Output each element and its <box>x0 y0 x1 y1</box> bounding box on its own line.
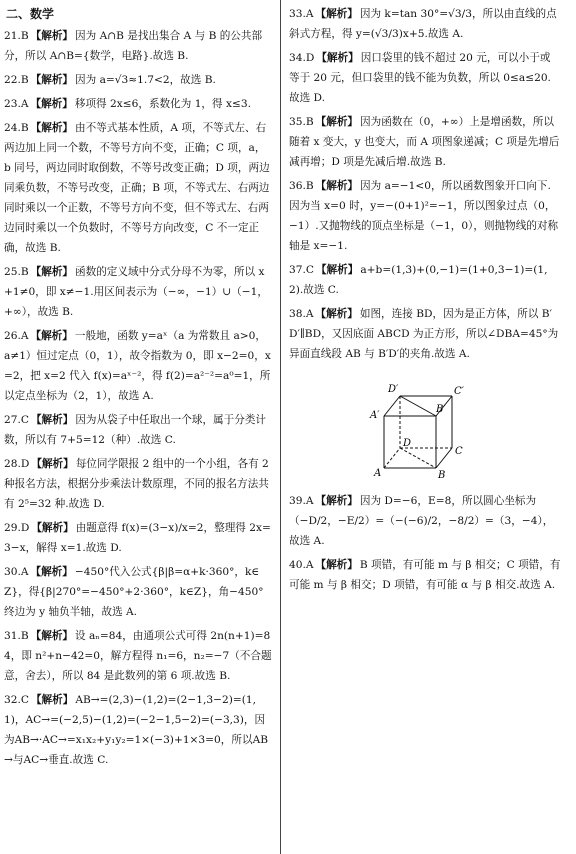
analysis-tag: 【解析】 <box>30 330 73 342</box>
analysis-tag: 【解析】 <box>315 8 358 20</box>
question-number: 39.A <box>289 495 314 507</box>
label-d1: D′ <box>388 384 399 395</box>
analysis-tag: 【解析】 <box>30 266 74 278</box>
question-item <box>289 48 561 108</box>
question-item <box>4 626 272 686</box>
question-text: 因为 A∩B 是找出集合 A 与 B 的公共部分，所以 A∩B={数学，电路}.故选 B. <box>4 30 263 62</box>
question-item <box>289 176 561 256</box>
label-a1: A′ <box>370 410 380 421</box>
label-b: B <box>438 470 446 480</box>
question-text: 因为从袋子中任取出一个球，属于分类计数，所以有 7+5=12（种）.故选 C. <box>4 414 267 446</box>
question-item <box>4 410 272 450</box>
edge-ad <box>384 448 400 468</box>
question-number: 32.C <box>4 694 29 706</box>
question-item <box>289 555 561 595</box>
question-text: 因口袋里的钱不超过 20 元，可以小于或等于 20 元，但口袋里的钱不能为负数，所以 0≤a≤20.故选 D. <box>289 52 551 104</box>
question-text: 因为 a=√3≈1.7<2，故选 B. <box>75 74 216 86</box>
analysis-tag: 【解析】 <box>30 30 74 42</box>
question-item <box>4 26 272 66</box>
question-text: 一般地，函数 y=aˣ（a 为常数且 a>0，a≠1）恒过定点（0，1），故令指数为 0，即 x−2=0，x=2，把 x=2 代入 f(x)=aˣ⁻²，得 f(2)=a²⁻²=a⁰=1，所以定点坐标为（2，1），故选 A. <box>4 330 271 402</box>
label-a: A <box>374 468 382 479</box>
question-item <box>289 112 561 172</box>
question-number: 37.C <box>289 264 314 276</box>
edge-a1d1 <box>384 396 400 416</box>
analysis-tag: 【解析】 <box>30 566 73 578</box>
question-item <box>4 690 272 770</box>
question-text: AB→=(2,3)−(1,2)=(2−1,3−2)=(1,1)，AC→=(−2,5)−(1,2)=(−2−1,5−2)=(−3,3)，因为AB→·AC→=x₁x₂+y₁y₂=1×(−3)+1×3=0，所以AB→与AC→垂直.故选 C. <box>4 694 269 766</box>
question-text: 由不等式基本性质，A 项，不等式左、右两边加上同一个数，不等号方向不变，正确；C 项，a，b 同号，两边同时取倒数，不等号改变正确；D 项，两边同乘负数，不等号改变，正确；B 项，不等式左、右两边同时乘以一个正数，不等号方向不变，但不等式左、右两边同时乘以一个负数时，不等号方向改变，C 不一定正确，故选 B. <box>4 122 270 254</box>
analysis-tag: 【解析】 <box>30 694 74 706</box>
question-item <box>289 4 561 44</box>
question-text: 如图，连接 BD，因为是正方体，所以 B′D′∥BD，又因底面 ABCD 为正方形，所以∠DBA=45°为异面直线段 AB 与 B′D′的夹角.故选 A. <box>289 308 559 360</box>
question-text: 移项得 2x≤6，系数化为 1，得 x≤3. <box>74 98 251 110</box>
right-question-list-cont <box>289 491 561 595</box>
analysis-tag: 【解析】 <box>315 264 359 276</box>
question-number: 27.C <box>4 414 29 426</box>
question-number: 26.A <box>4 330 29 342</box>
analysis-tag: 【解析】 <box>30 74 74 86</box>
label-b1: B′ <box>436 404 446 415</box>
question-number: 35.B <box>289 116 314 128</box>
right-column <box>289 4 561 599</box>
analysis-tag: 【解析】 <box>315 308 358 320</box>
question-number: 40.A <box>289 559 314 571</box>
question-item <box>289 260 561 300</box>
label-c: C <box>455 446 463 457</box>
analysis-tag: 【解析】 <box>315 180 359 192</box>
analysis-tag: 【解析】 <box>30 414 74 426</box>
question-number: 21.B <box>4 30 29 42</box>
right-question-list <box>289 4 561 364</box>
edge-bd <box>400 448 436 468</box>
question-number: 36.B <box>289 180 314 192</box>
question-number: 33.A <box>289 8 314 20</box>
label-d: D <box>403 438 412 449</box>
question-text: B 项错，有可能 m 与 β 相交；C 项错，有可能 m 与 β 相交；D 项错，有可能 α 与 β 相交.故选 A. <box>289 559 561 591</box>
question-number: 24.B <box>4 122 29 134</box>
question-item <box>289 304 561 364</box>
analysis-tag: 【解析】 <box>315 495 358 507</box>
question-item <box>4 454 272 514</box>
left-question-list <box>4 26 272 770</box>
question-text: 因为 D=−6，E=8，所以圆心坐标为（−D/2，−E/2）=（−(−6)/2，−8/2）=（3，−4），故选 A. <box>289 495 554 547</box>
question-number: 30.A <box>4 566 29 578</box>
edge-b1d1 <box>400 396 436 416</box>
analysis-tag: 【解析】 <box>315 559 358 571</box>
question-item <box>4 118 272 258</box>
edge-bc <box>436 448 452 468</box>
question-number: 38.A <box>289 308 314 320</box>
question-text: 设 aₙ=84，由通项公式可得 2n(n+1)=84，即 n²+n−42=0，解方程得 n₁=6，n₂=−7（不合题意，舍去），所以 84 是此数列的第 6 项.故选 B. <box>4 630 272 682</box>
question-number: 25.B <box>4 266 29 278</box>
question-item <box>4 262 272 322</box>
question-text: 函数的定义域中分式分母不为零，所以 x+1≠0，即 x≠−1.用区间表示为（−∞，−1）∪（−1，+∞），故选 B. <box>4 266 268 318</box>
label-c1: C′ <box>454 386 464 397</box>
question-item <box>4 70 272 90</box>
question-text: 由题意得 f(x)=(3−x)/x=2，整理得 2x=3−x，解得 x=1.故选 D. <box>4 522 271 554</box>
analysis-tag: 【解析】 <box>315 116 359 128</box>
analysis-tag: 【解析】 <box>30 630 74 642</box>
question-item <box>4 518 272 558</box>
analysis-tag: 【解析】 <box>31 458 74 470</box>
question-number: 28.D <box>4 458 30 470</box>
question-text: 因为 a=−1<0，所以函数图象开口向下.因为当 x=0 时，y=−(0+1)²=−1，所以图象过点（0，−1）.又抛物线的顶点坐标是（−1，0），则抛物线的对称轴是 x=−1. <box>289 180 559 252</box>
analysis-tag: 【解析】 <box>30 122 74 134</box>
question-number: 23.A <box>4 98 29 110</box>
analysis-tag: 【解析】 <box>30 98 73 110</box>
question-text: 因为 k=tan 30°=√3/3，所以由直线的点斜式方程，得 y=(√3/3)x+5.故选 A. <box>289 8 557 40</box>
left-column <box>4 4 272 774</box>
question-text: 因为函数在（0，+∞）上是增函数，所以随着 x 变大，y 也变大，而 A 项图象递减；C 项是先增后减再增；D 项是先减后增.故选 B. <box>289 116 560 168</box>
question-text: 每位同学限报 2 组中的一个小组，各有 2 种报名方法，根据分步乘法计数原理，不同的报名方法共有 2⁵=32 种.故选 D. <box>4 458 269 510</box>
question-number: 22.B <box>4 74 29 86</box>
question-number: 31.B <box>4 630 29 642</box>
question-text: −450°代入公式{β|β=α+k·360°，k∈Z}，得{β|270°=−450°+2·360°，k∈Z}，角−450°终边为 y 轴负半轴，故选 A. <box>4 566 264 618</box>
question-text: a+b=(1,3)+(0,−1)=(1+0,3−1)=(1,2).故选 C. <box>289 264 548 296</box>
section-title: 二、数学 <box>6 7 55 21</box>
question-item <box>4 562 272 622</box>
cube-figure <box>289 368 561 487</box>
question-item <box>4 326 272 406</box>
column-divider <box>280 0 281 854</box>
cube-diagram <box>360 368 490 480</box>
question-item <box>4 94 272 114</box>
question-item <box>289 491 561 551</box>
question-number: 34.D <box>289 52 315 64</box>
analysis-tag: 【解析】 <box>316 52 359 64</box>
question-number: 29.D <box>4 522 30 534</box>
analysis-tag: 【解析】 <box>31 522 74 534</box>
